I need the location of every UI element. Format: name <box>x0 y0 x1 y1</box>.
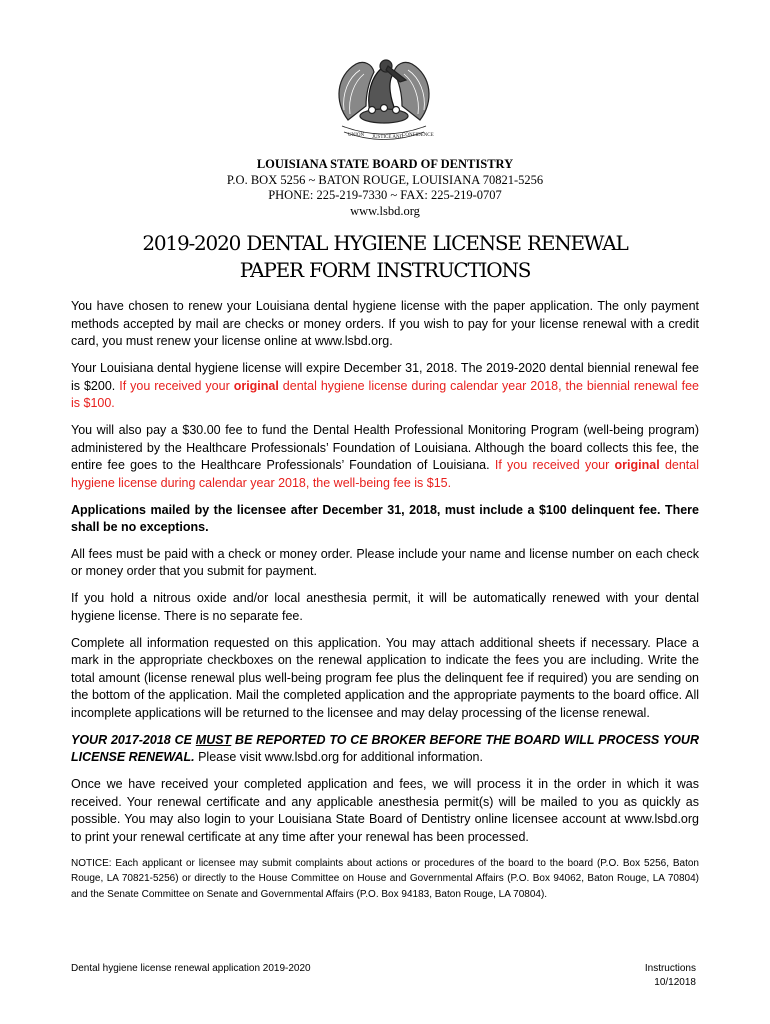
seal-motto-right: CONFIDENCE <box>402 133 434 138</box>
instructions-body <box>71 298 699 912</box>
red-note-emphasis: original <box>614 458 660 473</box>
ce-broker-text: BE REPORTED TO CE BROKER BEFORE THE BOARD WILL PROCESS YOUR LICENSE RENEWAL. <box>71 732 699 765</box>
paragraph-permits: If you hold a nitrous oxide and/or local anesthesia permit, it will be automatically renewed with your dental hygiene license. There is no separate fee. <box>71 591 699 623</box>
renewal-fee-text: Your Louisiana dental hygiene license will expire December 31, 2018. The 2019-2020 dental biennial renewal fee is $200. <box>71 360 699 393</box>
title-line-1: 2019-2020 DENTAL HYGIENE LICENSE RENEWAL <box>142 231 628 255</box>
footer-doc-date: 10/12018 <box>654 977 696 988</box>
footer-doc-info <box>620 962 696 990</box>
title-line-2: PAPER FORM INSTRUCTIONS <box>239 258 531 282</box>
notice-complaints: NOTICE: Each applicant or licensee may submit complaints about actions or procedures of the board to the board (P.O. Box 5256, Baton Rouge, LA 70821-5256) or directly to the House Committee on House and Governmental Affairs (P.O. Box 94062, Baton Rouge, LA 70804) and the Senate Committee on Senate and Governmental Affairs (P.O. Box 94183, Baton Rouge, LA 70804). <box>71 857 699 900</box>
paragraph-ce-broker <box>71 732 699 767</box>
paragraph-wellbeing-fee <box>71 422 699 492</box>
paragraph-delinquent-fee <box>71 502 699 537</box>
red-note-part: If you received your <box>494 458 615 473</box>
ce-broker-must: MUST <box>195 732 232 747</box>
red-note-part: dental hygiene license during calendar year 2018, the well-being fee is $15. <box>71 458 700 490</box>
page-title <box>0 230 770 284</box>
red-note-part: dental hygiene license during calendar year 2018, the biennial renewal fee is $100. <box>71 378 699 411</box>
org-address: P.O. BOX 5256 ~ BATON ROUGE, LOUISIANA 70821-5256 <box>226 172 544 187</box>
pelican-icon <box>339 60 429 123</box>
footer-doc-type: Instructions <box>644 963 696 974</box>
org-name: LOUISIANA STATE BOARD OF DENTISTRY <box>256 157 514 171</box>
seal-motto-center: JUSTICE AND <box>372 135 404 140</box>
delinquent-fee-text: Applications mailed by the licensee after December 31, 2018, must include a $100 delinquent fee. There shall be no exceptions. <box>71 502 699 535</box>
red-note-emphasis: original <box>233 378 279 393</box>
seal-motto-left: UNION <box>348 133 365 138</box>
org-phone-fax: PHONE: 225-219-7330 ~ FAX: 225-219-0707 <box>268 188 502 202</box>
org-website[interactable]: www.lsbd.org <box>350 203 420 218</box>
letterhead <box>0 157 770 219</box>
renewal-fee-red-note <box>71 379 699 411</box>
paragraph-complete-application: Complete all information requested on this application. You may attach additional sheets if necessary. Place a mark in the appropriate checkboxes on the renewal application to indicate the fees you are including. Write the total amount (license renewal plus well-being program fee plus the delinquent fee if required) you are sending on the bottom of the application. Mail the completed application and the appropriate payments to the board office. All incomplete applications will be returned to the licensee and may delay processing of the license renewal. <box>71 635 699 720</box>
paragraph-fee-payment: All fees must be paid with a check or money order. Please include your name and license number on each check or money order that you submit for payment. <box>71 546 699 579</box>
red-note-part: If you received your <box>119 378 234 393</box>
ce-broker-visit: Please visit www.lsbd.org for additional information. <box>194 750 483 765</box>
footer-document-name: Dental hygiene license renewal application 2019-2020 <box>71 963 311 974</box>
paragraph-payment-methods: You have chosen to renew your Louisiana dental hygiene license with the paper application. The only payment methods accepted by mail are checks or money orders. If you wish to pay for your license renewal with a credit card, you must renew your license online at www.lsbd.org. <box>71 299 699 349</box>
state-seal <box>326 50 442 142</box>
paragraph-processing: Once we have received your completed application and fees, we will process it in the order in which it was received. Your renewal certificate and any applicable anesthesia permit(s) will be mailed to you as quickly as possible. You may also login to your Louisiana State Board of Dentistry online licensee account at www.lsbd.org to print your renewal certificate at any time after your renewal has been processed. <box>71 777 699 844</box>
ce-broker-text: YOUR 2017-2018 CE <box>71 732 196 747</box>
paragraph-renewal-fee <box>71 360 699 413</box>
wellbeing-fee-text: You will also pay a $30.00 fee to fund the Dental Health Professional Monitoring Program (well-being program) administered by the Healthcare Professionals’ Foundation of Louisiana. Although the board collects this fee, the entire fee goes to the Healthcare Professionals’ Foundation of Louisiana. <box>71 422 699 473</box>
